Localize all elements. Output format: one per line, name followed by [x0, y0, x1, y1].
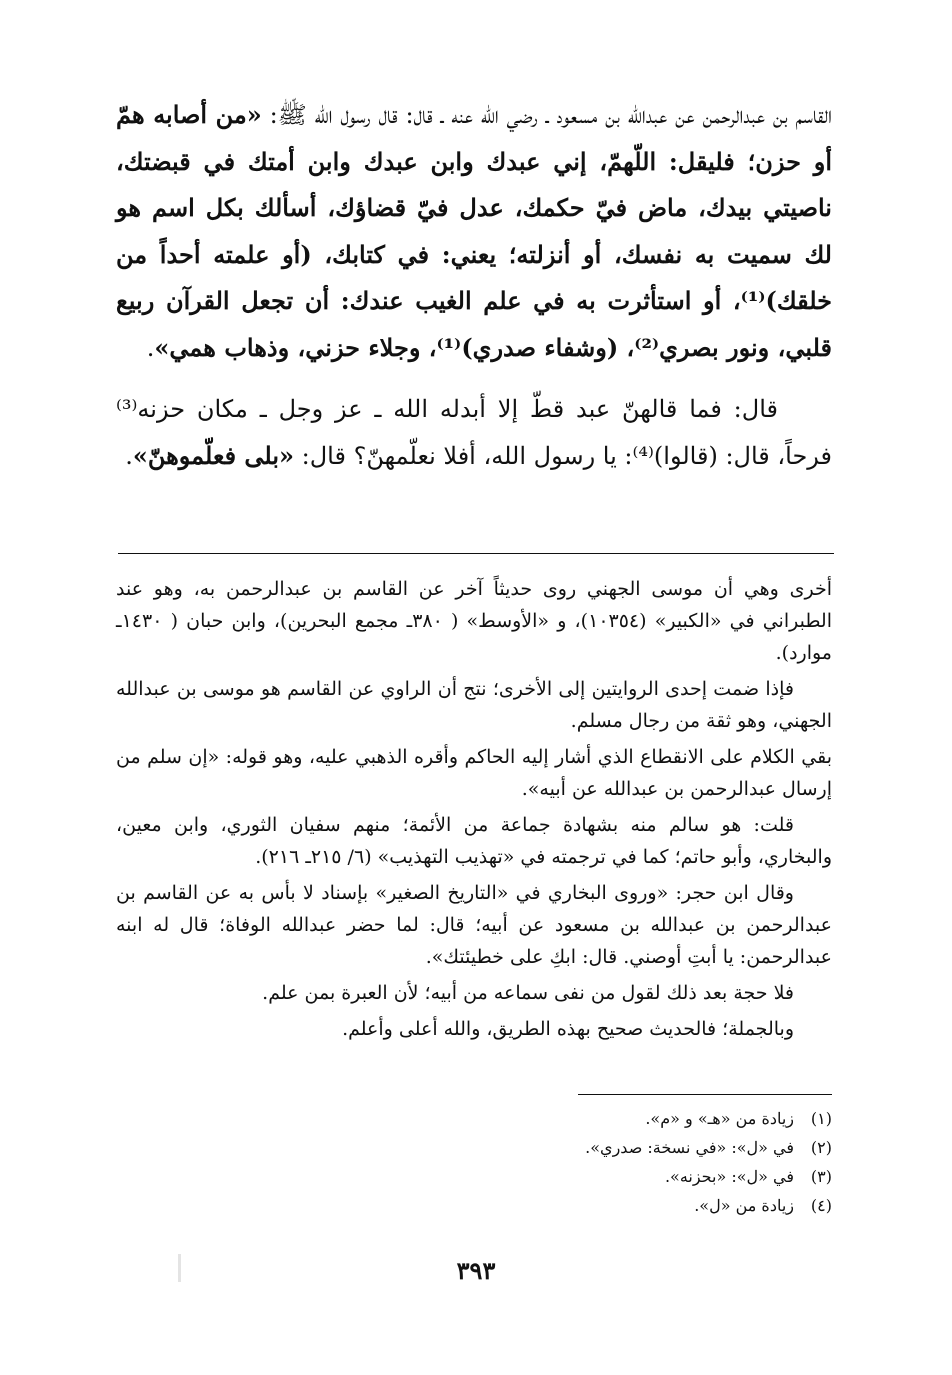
footnote-item [116, 1133, 832, 1162]
footnote-number: (٢) [810, 1138, 832, 1157]
commentary-paragraph: أخرى وهي أن موسى الجهني روى حديثاً آخر عن القاسم بن عبدالرحمن به، وهو عند الطبراني في «الكبير» (١٠٣٥٤)، و «الأوسط» ( ٣٨٠ـ مجمع البحرين)، وابن حبان ( ١٤٣٠ـ موارد). [116, 578, 832, 664]
footnote-number: (٤) [810, 1196, 832, 1215]
hadith-paragraph [116, 92, 832, 371]
footnote-divider [578, 1094, 832, 1095]
footnote-item [116, 1191, 832, 1220]
hadith-reply: «بلى فعلّموهنّ» [132, 440, 295, 470]
footnote-number: (١) [810, 1109, 832, 1128]
commentary-paragraph: قلت: هو سالم منه بشهادة جماعة من الأئمة؛ منهم سفيان الثوري، وابن معين، والبخاري، وأبو حاتم؛ كما في ترجمته في «تهذيب التهذيب» (٦/ ٢١٥ـ ٢١٦). [116, 814, 832, 868]
hadith-narration-chain: القاسم بن عبدالرحمن عن عبدالله بن مسعود ـ رضي الله عنه ـ قال: قال رسول الله ﷺ: [261, 101, 833, 129]
commentary-paragraph: بقي الكلام على الانقطاع الذي أشار إليه الحاكم وأقره الذهبي عليه، وهو قوله: «إن سلم من إرسال عبدالرحمن بن عبدالله عن أبيه». [116, 746, 832, 800]
commentary-paragraph: فإذا ضمت إحدى الروايتين إلى الأخرى؛ نتج أن الراوي عن القاسم هو موسى بن عبدالله الجهني، وهو ثقة من رجال مسلم. [116, 678, 832, 732]
hadith-continuation-period: . [125, 441, 133, 470]
footnote-text: زيادة من «هـ» و «م». [645, 1109, 794, 1128]
footnote-item [116, 1162, 832, 1191]
footnote-text: زيادة من «ل». [694, 1196, 794, 1215]
footnotes [116, 1104, 832, 1220]
commentary-paragraph: وبالجملة؛ فالحديث صحيح بهذه الطريق، والله أعلى وأعلم. [342, 1018, 794, 1040]
footnote-item [116, 1104, 832, 1133]
main-text-divider [118, 553, 834, 554]
hadith-supplication: «من أصابه همّ أو حزن؛ فليقل: اللّهمّ، إني عبدك وابن عبدك وابن أمتك في قبضتك، ناصيتي بيدك، ماض فيّ حكمك، عدل فيّ قضاؤك، أسألك بكل اسم هو لك سميت به نفسك، أو أنزلته؛ يعني: في كتابك، (أو علمته أحداً من خلقك)⁽¹⁾، أو استأثرت به في علم الغيب عندك: أن تجعل القرآن ربيع قلبي، ونور بصري⁽²⁾، (وشفاء صدري)⁽¹⁾، وجلاء حزني، وذهاب همي» [116, 100, 832, 362]
hadith-continuation-text: قال: فما قالهنّ عبد قطّ إلا أبدله الله ـ عز وجل ـ مكان حزنه⁽³⁾ فرحاً، قال: (قالوا)⁽⁴⁾: يا رسول الله، أفلا نعلّمهنّ؟ قال: [116, 395, 832, 470]
main-text [116, 92, 832, 479]
commentary-paragraph: وقال ابن حجر: «وروى البخاري في «التاريخ الصغير» بإسناد لا بأس به عن القاسم بن عبدالرحمن بن عبدالله بن مسعود عن أبيه؛ قال: لما حضر عبدالله الوفاة؛ قال له ابنه عبدالرحمن: يا أبتِ أوصني. قال: ابكِ على خطيئتك». [116, 882, 832, 968]
commentary-block [116, 573, 832, 1049]
footnote-text: في «ل»: «في نسخة: صدري». [585, 1138, 794, 1157]
hadith-continuation-paragraph [116, 387, 832, 479]
page-number: ٣٩٣ [456, 1256, 496, 1285]
footnote-text: في «ل»: «بحزنه». [664, 1167, 794, 1186]
commentary-paragraph: فلا حجة بعد ذلك لقول من نفى سماعه من أبيه؛ لأن العبرة بمن علم. [262, 982, 794, 1004]
hadith-period: . [146, 333, 155, 362]
footnote-number: (٣) [810, 1167, 832, 1186]
